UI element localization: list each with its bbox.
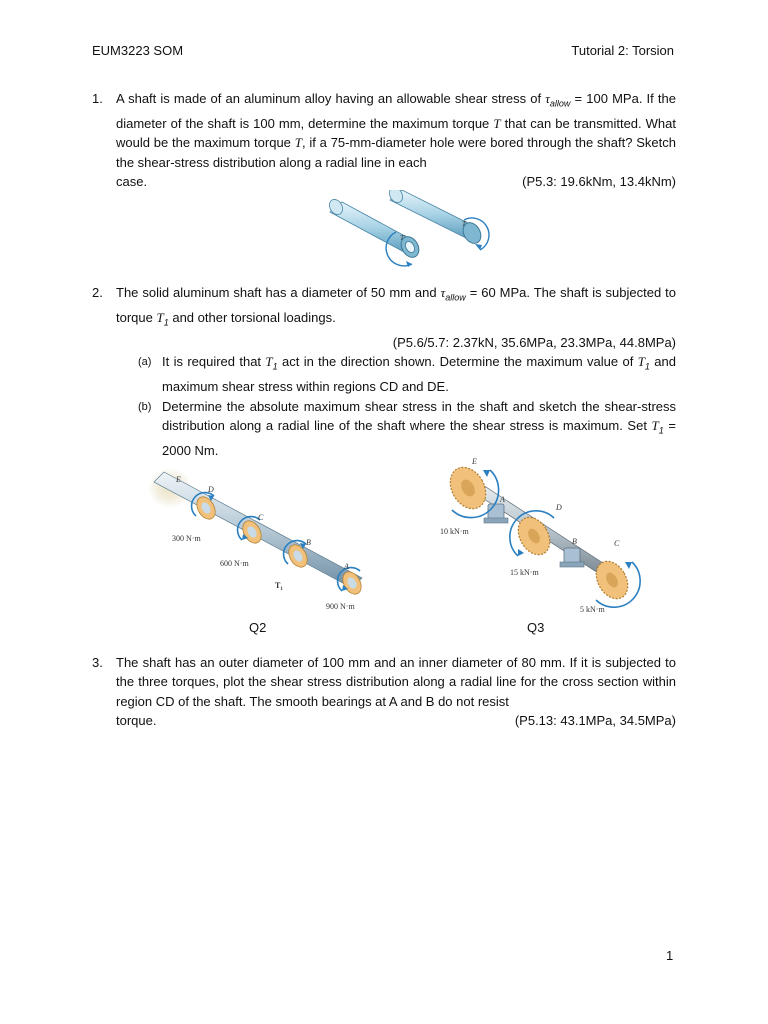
question-3-last-line: torque. (P5.13: 43.1MPa, 34.5MPa) <box>116 711 676 730</box>
label-c: C <box>614 539 620 548</box>
question-1-body: A shaft is made of an aluminum alloy having an allowable shear stress of $\tau_{allow} = 100$ MPa. If the diameter of the shaft is 100 mm, determine the maximum torque T that can be transmitted. What would be the maximum torque T, if a 75-mm-diameter hole were bored through the shaft? Sketch the shear-stress distribution along a radial line in each case. (P5.3: 19.6kNm, 13.4kNm) <box>116 89 676 192</box>
question-2-part-b: (b) Determine the absolute maximum shear stress in the shaft and sketch the shear-stress distribution along a radial line of the shaft where the shear stress is maximum. Set $T_1 = 2000$ Nm. <box>138 398 676 459</box>
label-e: E <box>176 475 181 484</box>
label-a: A <box>500 495 505 504</box>
label-t1: $T_1$ <box>275 581 283 592</box>
label-b: B <box>306 538 311 547</box>
gear-e <box>443 461 493 515</box>
header-tutorial-title: Tutorial 2: Torsion <box>571 43 674 58</box>
label-d: D <box>556 503 562 512</box>
question-1 <box>92 89 676 192</box>
label-torque-10: 10 kN·m <box>440 527 469 536</box>
figure-q1-shafts <box>312 190 492 275</box>
page-number: 1 <box>666 948 674 963</box>
label-t: T <box>462 220 466 228</box>
label-torque-15: 15 kN·m <box>510 568 539 577</box>
question-1-answer: (P5.3: 19.6kNm, 13.4kNm) <box>522 174 676 190</box>
question-3-body: The shaft has an outer diameter of 100 mm and an inner diameter of 80 mm. If it is subjected to the three torques, plot the shear stress distribution along a radial line for the cross section within region CD of the shaft. The smooth bearings at A and B do not resist torque. (P5.13: 43.1MPa, 34.5MPa) <box>116 653 676 731</box>
figure-q3-shaft-gears <box>436 456 648 616</box>
figure-q2-shaft <box>148 462 370 614</box>
question-2-number: 2. <box>92 285 103 300</box>
question-2-part-a: (a) It is required that $T_1$ act in the direction shown. Determine the maximum value of $T_1$ and maximum shear stress within regions CD and DE. <box>138 354 676 395</box>
label-torque-5: 5 kN·m <box>580 605 605 614</box>
question-3-number: 3. <box>92 655 103 670</box>
header-course-code: EUM3223 SOM <box>92 43 184 58</box>
bearing-a <box>484 504 508 523</box>
question-3-answer: (P5.13: 43.1MPa, 34.5MPa) <box>514 713 676 729</box>
caption-q2: Q2 <box>249 620 267 635</box>
question-2-answer: (P5.6/5.7: 2.37kN, 35.6MPa, 23.3MPa, 44.8MPa) <box>392 335 676 350</box>
label-b: B <box>572 537 577 546</box>
label-e: E <box>472 457 477 466</box>
question-2-body: The solid aluminum shaft has a diameter of 50 mm and $\tau_{allow} = 60$ MPa. The shaft is subjected to torque $T_1$ and other torsional loadings. (P5.6/5.7: 2.37kN, 35.6MPa, 23.3MPa, 44.8MPa) <box>116 283 676 352</box>
question-1-number: 1. <box>92 91 103 106</box>
label-t-prime: T′ <box>400 234 406 242</box>
question-1-last-line: case. (P5.3: 19.6kNm, 13.4kNm) <box>116 172 676 191</box>
label-a: A <box>344 562 349 571</box>
question-2 <box>92 283 676 461</box>
caption-q3: Q3 <box>527 620 545 635</box>
label-torque-900: 900 N·m <box>326 602 355 611</box>
question-3 <box>92 653 676 731</box>
label-torque-300: 300 N·m <box>172 534 201 543</box>
label-c: C <box>258 513 264 522</box>
label-torque-600: 600 N·m <box>220 559 249 568</box>
label-d: D <box>208 485 214 494</box>
